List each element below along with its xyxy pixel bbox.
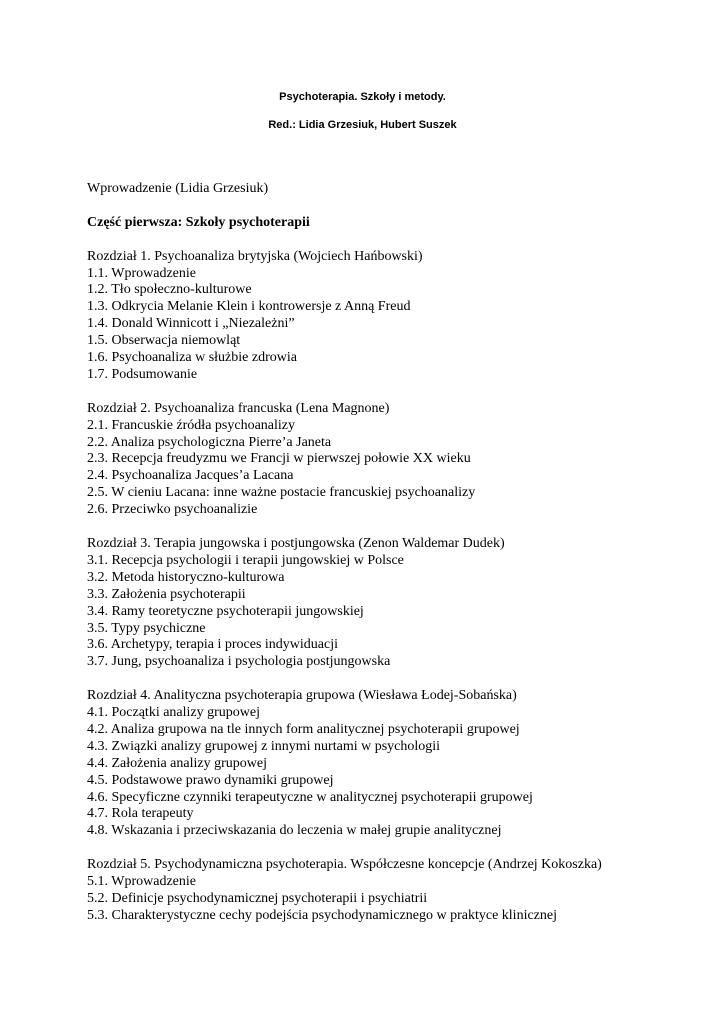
section-entry: 3.1. Recepcja psychologii i terapii jungowskiej w Polsce bbox=[87, 552, 404, 568]
document-editors: Red.: Lidia Grzesiuk, Hubert Suszek bbox=[268, 119, 457, 131]
section-entry: 2.1. Francuskie źródła psychoanalizy bbox=[87, 417, 295, 433]
section-entry: 1.7. Podsumowanie bbox=[87, 366, 198, 382]
section-entry: 5.1. Wprowadzenie bbox=[87, 874, 196, 890]
section-entry: 1.4. Donald Winnicott i „Niezależni” bbox=[87, 316, 295, 332]
section-entry: 4.3. Związki analizy grupowej z innymi nurtami w psychologii bbox=[87, 738, 441, 754]
spacer bbox=[87, 671, 707, 688]
section-entry: 2.3. Recepcja freudyzmu we Francji w pierwszej połowie XX wieku bbox=[87, 451, 471, 467]
chapter-title: Rozdział 2. Psychoanaliza francuska (Lena Magnone) bbox=[87, 400, 390, 416]
chapter-title: Rozdział 5. Psychodynamiczna psychoterapia. Współczesne koncepcje (Andrzej Kokoszka) bbox=[87, 857, 602, 873]
section-entry: 4.2. Analiza grupowa na tle innych form analitycznej psychoterapii grupowej bbox=[87, 721, 520, 737]
section-entry: 5.3. Charakterystyczne cechy podejścia psychodynamicznego w praktyce klinicznej bbox=[87, 907, 557, 923]
spacer bbox=[87, 840, 707, 857]
section-entry: 3.7. Jung, psychoanaliza i psychologia postjungowska bbox=[87, 654, 391, 670]
section-entry: 3.6. Archetypy, terapia i proces indywiduacji bbox=[87, 637, 339, 653]
section-entry: 2.6. Przeciwko psychoanalizie bbox=[87, 502, 258, 518]
section-entry: 1.2. Tło społeczno-kulturowe bbox=[87, 282, 252, 298]
chapter-title: Rozdział 3. Terapia jungowska i postjungowska (Zenon Waldemar Dudek) bbox=[87, 535, 505, 551]
section-entry: 3.3. Założenia psychoterapii bbox=[87, 586, 246, 602]
section-entry: 4.7. Rola terapeuty bbox=[87, 806, 194, 822]
part-heading: Część pierwsza: Szkoły psychoterapii bbox=[87, 214, 310, 230]
spacer bbox=[87, 384, 707, 401]
section-entry: 2.5. W cieniu Lacana: inne ważne postacie francuskiej psychoanalizy bbox=[87, 485, 476, 501]
section-entry: 1.5. Obserwacja niemowląt bbox=[87, 333, 241, 349]
section-entry: 1.6. Psychoanaliza w służbie zdrowia bbox=[87, 350, 297, 366]
document-title: Psychoterapia. Szkoły i metody. bbox=[279, 91, 446, 103]
section-entry: 3.4. Ramy teoretyczne psychoterapii jungowskiej bbox=[87, 603, 364, 619]
spacer bbox=[87, 232, 707, 249]
section-entry: 2.4. Psychoanaliza Jacques’a Lacana bbox=[87, 468, 294, 484]
section-entry: 4.8. Wskazania i przeciwskazania do leczenia w małej grupie analitycznej bbox=[87, 823, 502, 839]
section-entry: 3.5. Typy psychiczne bbox=[87, 620, 206, 636]
spacer bbox=[87, 519, 707, 536]
section-entry: 4.5. Podstawowe prawo dynamiki grupowej bbox=[87, 772, 334, 788]
intro-entry: Wprowadzenie (Lidia Grzesiuk) bbox=[87, 181, 269, 196]
spacer bbox=[87, 198, 707, 215]
section-entry: 4.6. Specyficzne czynniki terapeutyczne w analitycznej psychoterapii grupowej bbox=[87, 789, 533, 805]
section-entry: 4.4. Założenia analizy grupowej bbox=[87, 755, 267, 771]
chapter-title: Rozdział 1. Psychoanaliza brytyjska (Wojciech Hańbowski) bbox=[87, 248, 423, 264]
section-entry: 1.3. Odkrycia Melanie Klein i kontrowersje z Anną Freud bbox=[87, 299, 411, 315]
section-entry: 5.2. Definicje psychodynamicznej psychoterapii i psychiatrii bbox=[87, 890, 428, 906]
section-entry: 3.2. Metoda historyczno-kulturowa bbox=[87, 569, 285, 585]
section-entry: 4.1. Początki analizy grupowej bbox=[87, 705, 261, 721]
section-entry: 1.1. Wprowadzenie bbox=[87, 265, 196, 281]
section-entry: 2.2. Analiza psychologiczna Pierre’a Janeta bbox=[87, 434, 332, 450]
table-of-contents bbox=[87, 181, 707, 925]
chapter-title: Rozdział 4. Analityczna psychoterapia grupowa (Wiesława Łodej-Sobańska) bbox=[87, 688, 517, 704]
